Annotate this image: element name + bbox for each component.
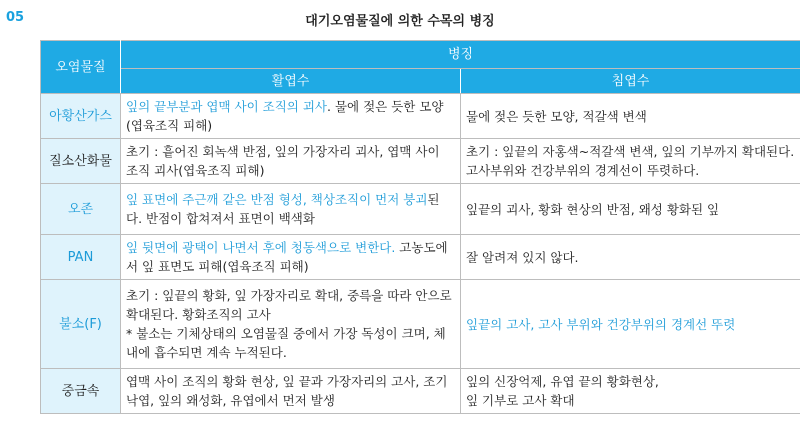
header-symptom: 병징	[121, 41, 800, 69]
table-row	[41, 235, 800, 280]
broadleaf-cell: 초기 : 흩어진 회녹색 반점, 잎의 가장자리 괴사, 엽맥 사이 조직 괴사(엽육조직 피해)	[121, 139, 461, 184]
pollutant-name: PAN	[41, 235, 121, 280]
conifer-cell: 잎끝의 고사, 고사 부위와 건강부위의 경계선 뚜렷	[461, 280, 800, 369]
table-row	[41, 280, 800, 369]
conifer-cell: 잘 알려져 있지 않다.	[461, 235, 800, 280]
cell-text: 잎 기부로 고사 확대	[466, 393, 575, 408]
header-pollutant: 오염물질	[41, 41, 121, 94]
section-number: 05	[6, 10, 25, 25]
broadleaf-cell	[121, 184, 461, 235]
highlight-text: 잎 표면에 주근깨 같은 반점 형성, 책상조직이 먼저 붕괴	[126, 192, 428, 207]
conifer-cell: 초기 : 잎끝의 자홍색~적갈색 변색, 잎의 기부까지 확대된다. 고사부위와 건강부위의 경계선이 뚜렷하다.	[461, 139, 800, 184]
pollutant-name: 아황산가스	[41, 94, 121, 139]
broadleaf-cell	[121, 280, 461, 369]
highlight-text: 잎 뒷면에 광택이 나면서 후에 청동색으로 변한다.	[126, 240, 396, 255]
table-row	[41, 139, 800, 184]
broadleaf-cell	[121, 235, 461, 280]
footnote-text: * 불소는 기체상태의 오염물질 중에서 가장 독성이 크며, 체내에 흡수되면 계속 누적된다.	[126, 326, 446, 360]
pollutant-name: 오존	[41, 184, 121, 235]
table-row	[41, 184, 800, 235]
conifer-cell: 물에 젖은 듯한 모양, 적갈색 변색	[461, 94, 800, 139]
conifer-cell: 잎끝의 괴사, 황화 현상의 반점, 왜성 황화된 잎	[461, 184, 800, 235]
table-row	[41, 369, 800, 414]
cell-text: 잎의 신장억제, 유엽 끝의 황화현상,	[466, 374, 659, 389]
symptom-table	[40, 40, 800, 414]
conifer-cell	[461, 369, 800, 414]
cell-text: 초기 : 잎끝의 황화, 잎 가장자리로 확대, 중륵을 따라 안으로 확대된다. 황화조직의 고사	[126, 288, 452, 322]
highlight-text: 잎의 끝부분과 엽맥 사이 조직의 괴사	[126, 99, 327, 114]
pollutant-name: 질소산화물	[41, 139, 121, 184]
cell-text: . 물에 젖은 듯한 모양(엽육조직 피해)	[126, 99, 444, 133]
cell-text: 된다. 반점이 합쳐져서 표면이 백색화	[126, 192, 440, 226]
header-conifer: 침엽수	[461, 69, 800, 94]
pollutant-name: 중금속	[41, 369, 121, 414]
cell-text: 고농도에서 잎 표면도 피해(엽육조직 피해)	[126, 240, 448, 274]
pollutant-name: 불소(F)	[41, 280, 121, 369]
broadleaf-cell: 엽맥 사이 조직의 황화 현상, 잎 끝과 가장자리의 고사, 조기 낙엽, 잎의 왜성화, 유엽에서 먼저 발생	[121, 369, 461, 414]
header-broadleaf: 활엽수	[121, 69, 461, 94]
table-row	[41, 94, 800, 139]
broadleaf-cell	[121, 94, 461, 139]
page-title: 대기오염물질에 의한 수목의 병징	[305, 14, 495, 29]
